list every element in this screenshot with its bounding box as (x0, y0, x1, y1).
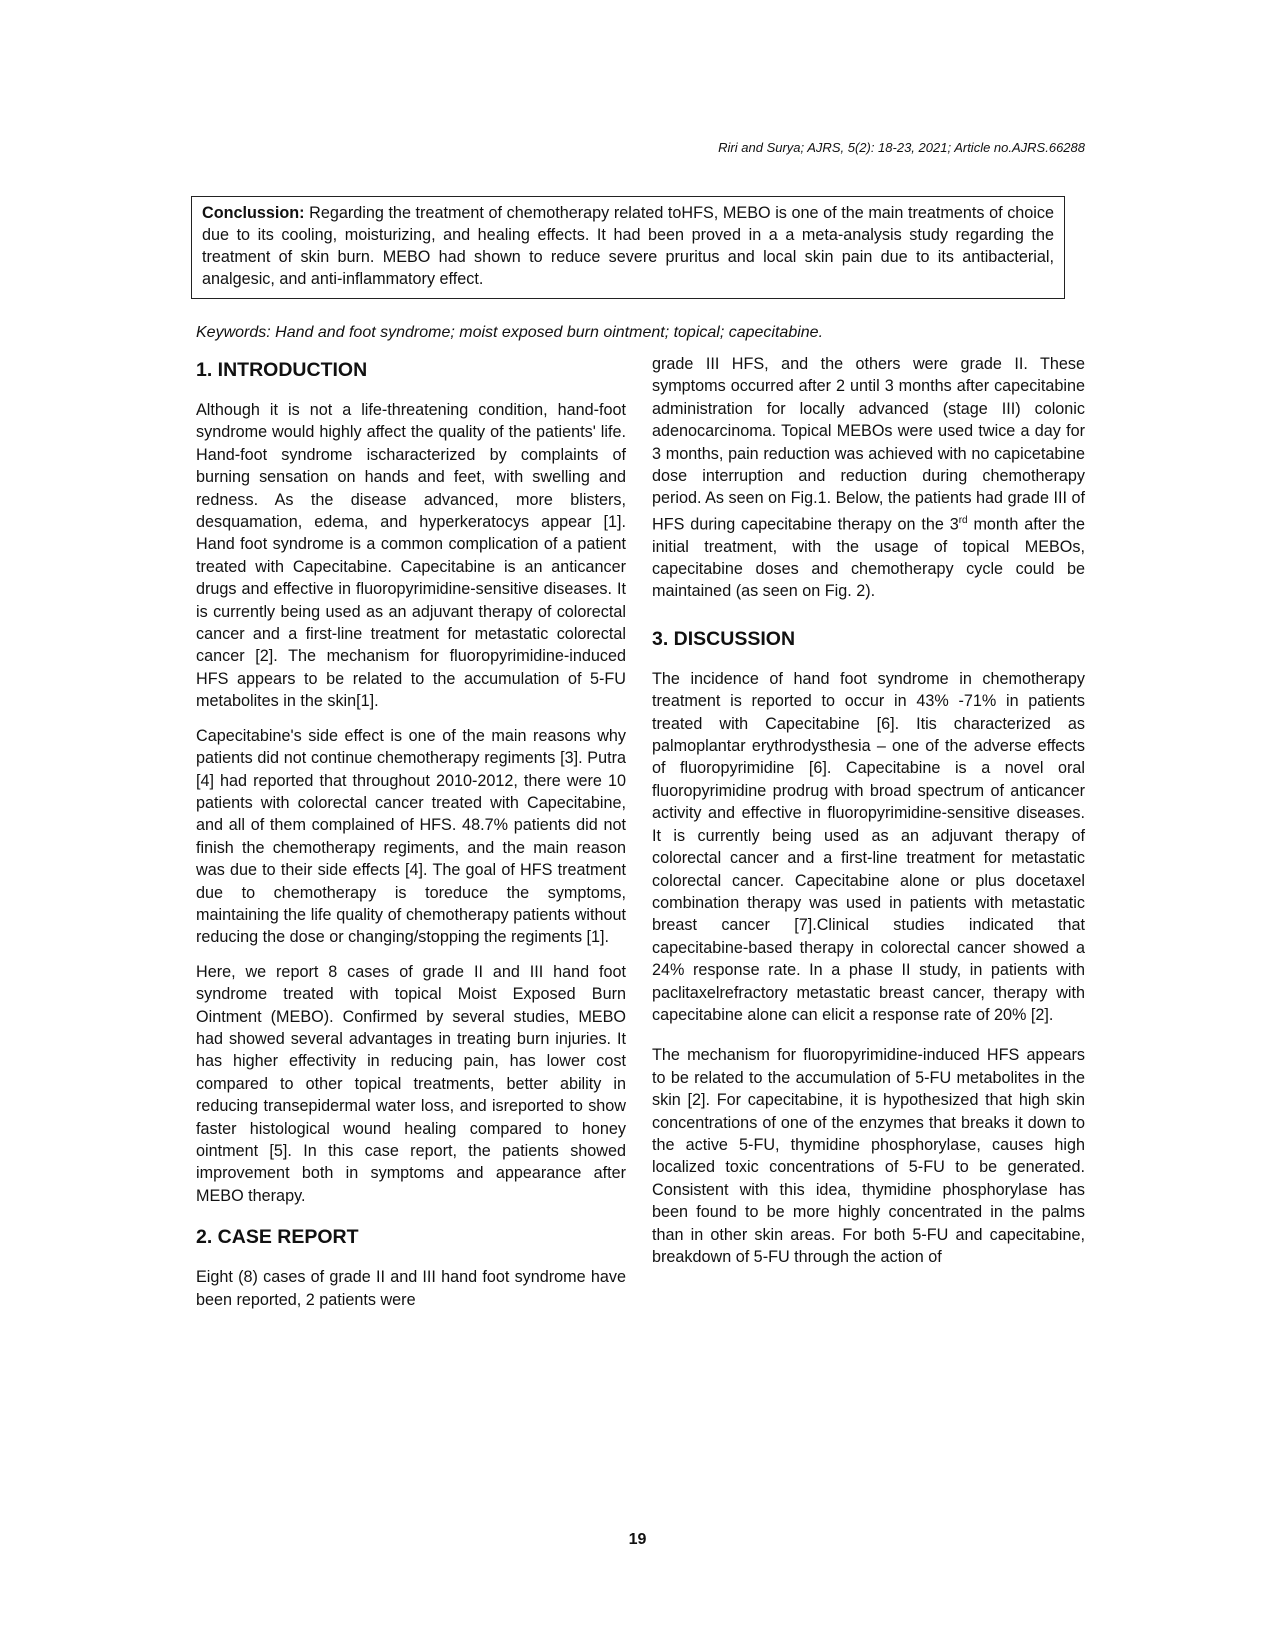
introduction-paragraph-2: Capecitabine's side effect is one of the main reasons why patients did not continue chemotherapy regiments [3]. Putra [4] had reported that throughout 2010-2012, there were 10 patients with colorectal cancer treated with Capecitabine, and all of them complained of HFS. 48.7% patients did not finish the chemotherapy regiments, and the main reason was due to their side effects [4]. The goal of HFS treatment due to chemotherapy is toreduce the symptoms, maintaining the life quality of chemotherapy patients without reducing the dose or changing/stopping the regiments [1]. (196, 726, 626, 947)
introduction-paragraph-1: Although it is not a life-threatening condition, hand-foot syndrome would highly affect the quality of the patients' life. Hand-foot syndrome ischaracterized by complaints of burning sensation on hands and feet, with swelling and redness. As the disease advanced, more blisters, desquamation, edema, and hyperkeratocys appear [1]. Hand foot syndrome is a common complication of a patient treated with Capecitabine. Capecitabine is an anticancer drugs and effective in fluoropyrimidine-sensitive diseases. It is currently being used as an adjuvant therapy of colorectal cancer and a first-line treatment for metastatic colorectal cancer [2]. The mechanism for fluoropyrimidine-induced HFS appears to be related to the accumulation of 5-FU metabolites in the skin[1]. (196, 401, 626, 711)
case-report-heading: 2. CASE REPORT (196, 1226, 359, 1249)
introduction-heading: 1. INTRODUCTION (196, 359, 368, 381)
page-number: 19 (628, 1531, 647, 1548)
conclusion-text: Regarding the treatment of chemotherapy related toHFS, MEBO is one of the main treatments of choice due to its cooling, moisturizing, and healing effects. It had been proved in a a meta-analysis study regarding the treatment of skin burn. MEBO had shown to reduce severe pruritus and local skin pain due to its antibacterial, analgesic, and anti-inflammatory effect. (202, 204, 1054, 288)
discussion-heading: 3. DISCUSSION (652, 627, 796, 650)
abstract-conclusion-box (191, 196, 1065, 299)
case-report-paragraph-continued (652, 353, 1085, 603)
case-text-b: month after the initial treatment, with the usage of topical MEBOs, capecitabine doses and chemotherapy cycle could be maintained (as seen on Fig. 2). (652, 515, 1085, 601)
right-column (652, 355, 1085, 1280)
case-text-a: grade III HFS, and the others were grade II. These symptoms occurred after 2 until 3 months after capecitabine administration for locally advanced (stage III) colonic adenocarcinoma. Topical MEBOs were used twice a day for 3 months, pain reduction was achieved with no capicetabine dose interruption and reduction during chemotherapy period. As seen on Fig.1. Below, the patients had grade III of HFS during capecitabine therapy on the 3 (652, 355, 1085, 534)
discussion-paragraph-1: The incidence of hand foot syndrome in chemotherapy treatment is reported to occur in 43% -71% in patients treated with Capecitabine [6]. Itis characterized as palmoplantar erythrodysthesia – one of the adverse effects of fluoropyrimidine [6]. Capecitabine is a novel oral fluoropyrimidine prodrug with broad spectrum of anticancer activity and effective in fluoropyrimidine-sensitive diseases. It is currently being used as an adjuvant therapy of colorectal cancer and a first-line treatment for metastatic colorectal cancer. Capecitabine alone or plus docetaxel combination therapy was used in patients with metastatic breast cancer [7].Clinical studies indicated that capecitabine-based therapy in colorectal cancer showed a 24% response rate. In a phase II study, in patients with paclitaxelrefractory metastatic breast cancer, therapy with capecitabine alone can elicit a response rate of 20% [2]. (652, 669, 1085, 1024)
case-report-paragraph-start: Eight (8) cases of grade II and III hand foot syndrome have been reported, 2 patients were (196, 1268, 626, 1309)
case-superscript: rd (958, 514, 968, 526)
keywords-line: Keywords: Hand and foot syndrome; moist exposed burn ointment; topical; capecitabine. (196, 324, 824, 341)
left-column (196, 358, 626, 1323)
conclusion-label: Conclussion: (202, 204, 305, 222)
introduction-paragraph-3: Here, we report 8 cases of grade II and III hand foot syndrome treated with topical Moist Exposed Burn Ointment (MEBO). Confirmed by several studies, MEBO had showed several advantages in treating burn injuries. It has higher effectivity in reducing pain, has lower cost compared to other topical treatments, better ability in reducing transepidermal water loss, and isreported to show faster histological wound healing compared to honey ointment [5]. In this case report, the patients showed improvement both in symptoms and appearance after MEBO therapy. (196, 962, 626, 1205)
running-header-citation: Riri and Surya; AJRS, 5(2): 18-23, 2021; Article no.AJRS.66288 (718, 140, 1085, 155)
discussion-paragraph-2: The mechanism for fluoropyrimidine-induced HFS appears to be related to the accumulation of 5-FU metabolites in the skin [2]. For capecitabine, it is hypothesized that high skin concentrations of one of the enzymes that breaks it down to the active 5-FU, thymidine phosphorylase, causes high localized toxic concentrations of 5-FU to be generated. Consistent with this idea, thymidine phosphorylase has been found to be more highly concentrated in the palms than in other skin areas. For both 5-FU and capecitabine, breakdown of 5-FU through the action of (652, 1046, 1085, 1267)
